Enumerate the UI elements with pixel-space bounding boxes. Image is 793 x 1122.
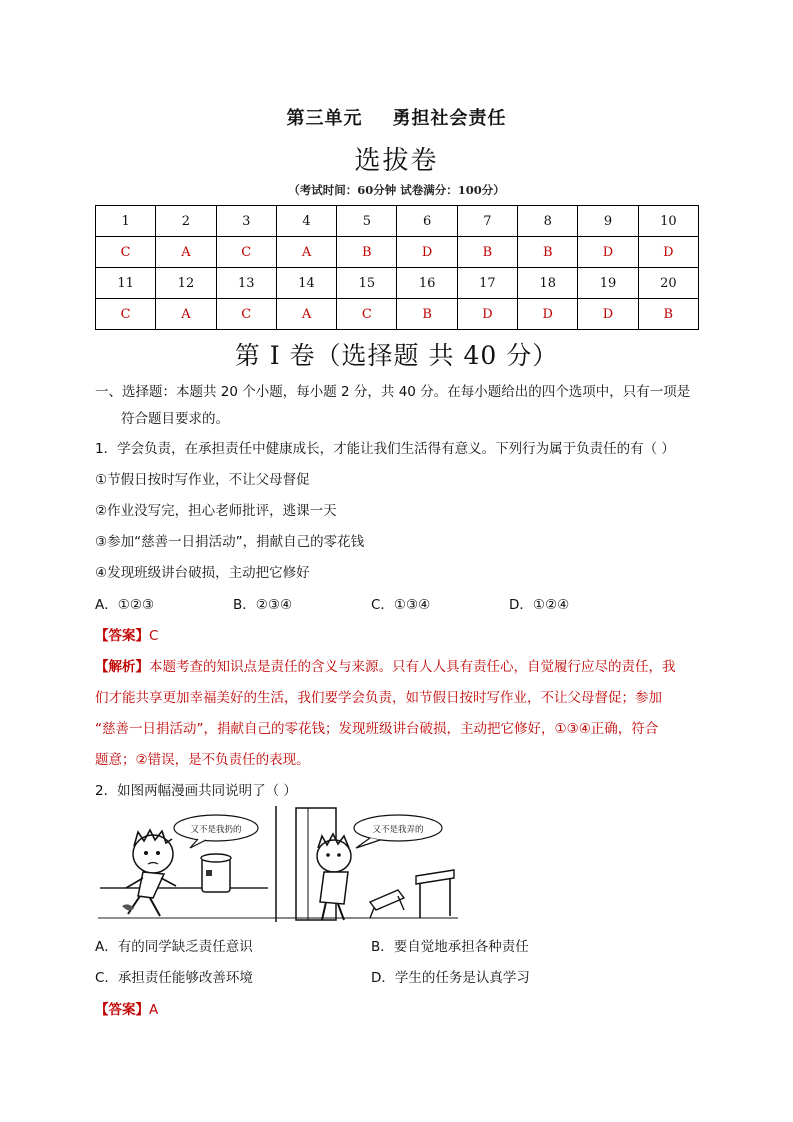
- question-1-item: ②作业没写完，担心老师批评，逃课一天: [95, 503, 337, 519]
- answer-number-cell: 8: [518, 206, 578, 237]
- answer-letter-cell: C: [96, 299, 156, 330]
- answer-letter-cell: D: [518, 299, 578, 330]
- answer-number-cell: 15: [337, 268, 397, 299]
- question-2-stem: 2．如图两幅漫画共同说明了（ ）: [95, 783, 297, 799]
- answer-number-cell: 17: [457, 268, 517, 299]
- answer-letter-cell: A: [156, 299, 216, 330]
- answer-number-cell: 3: [216, 206, 276, 237]
- answer-letter-cell: D: [638, 237, 698, 268]
- answer-number-cell: 1: [96, 206, 156, 237]
- answer-number-cell: 12: [156, 268, 216, 299]
- unit-label: 第三单元: [286, 108, 363, 129]
- answer-table-number-row: [96, 206, 699, 237]
- unit-title: [0, 104, 793, 130]
- question-1-option-a: A．①②③: [95, 597, 155, 613]
- question-1-answer: [95, 624, 158, 644]
- answer-letter-cell: D: [578, 299, 638, 330]
- exam-info: （考试时间：60分钟 试卷满分：100分）: [288, 183, 505, 197]
- answer-letter-cell: D: [578, 237, 638, 268]
- answer-letter-cell: B: [457, 237, 517, 268]
- cartoon-image: [98, 806, 458, 922]
- answer-letter-cell: C: [216, 299, 276, 330]
- answer-number-cell: 4: [276, 206, 336, 237]
- answer-number-cell: 19: [578, 268, 638, 299]
- answer-number-cell: 13: [216, 268, 276, 299]
- question-1-item: ④发现班级讲台破损，主动把它修好: [95, 565, 310, 581]
- question-1-option-d: D．①②④: [509, 597, 570, 613]
- question-2-option-d: D．学生的任务是认真学习: [371, 970, 530, 986]
- answer-letter-cell: D: [457, 299, 517, 330]
- question-1-option-c: C．①③④: [371, 597, 431, 613]
- answer-tag: 【答案】: [95, 628, 149, 644]
- answer-number-cell: 7: [457, 206, 517, 237]
- question-1-stem: 1．学会负责，在承担责任中健康成长，才能让我们生活得有意义。下列行为属于负责任的有（ ）: [95, 441, 675, 457]
- section-title: 第 I 卷（选择题 共 40 分）: [234, 341, 559, 370]
- paper-title: 选拔卷: [354, 146, 439, 176]
- answer-tag: 【答案】: [95, 1002, 149, 1018]
- answer-value: C: [149, 628, 159, 644]
- question-1-analysis-cont: 们才能共享更加幸福美好的生活，我们要学会负责，如节假日按时写作业，不让父母督促；参加: [95, 690, 662, 706]
- answer-letter-cell: B: [397, 299, 457, 330]
- answer-letter-cell: B: [337, 237, 397, 268]
- question-2-option-c: C．承担责任能够改善环境: [95, 970, 253, 986]
- cartoon-bubble-2: 又不是我弄的: [372, 825, 424, 835]
- cartoon-bubble-1: 又不是我扔的: [190, 825, 242, 835]
- answer-letter-cell: C: [337, 299, 397, 330]
- answer-table-answer-row: [96, 299, 699, 330]
- question-1-item: ③参加“慈善一日捐活动”，捐献自己的零花钱: [95, 534, 365, 550]
- section-instruction-cont: 符合题目要求的。: [121, 411, 229, 427]
- answer-letter-cell: A: [276, 299, 336, 330]
- question-1-option-b: B．②③④: [233, 597, 293, 613]
- analysis-text: 本题考查的知识点是责任的含义与来源。只有人人具有责任心，自觉履行应尽的责任，我: [149, 659, 676, 675]
- section-instruction: 一、选择题：本题共 20 个小题，每小题 2 分，共 40 分。在每小题给出的四个选项中，只有一项是: [95, 384, 691, 400]
- analysis-tag: 【解析】: [95, 659, 149, 675]
- question-2-option-a: A．有的同学缺乏责任意识: [95, 939, 253, 955]
- question-1-analysis: [95, 655, 676, 675]
- question-2-option-b: B．要自觉地承担各种责任: [371, 939, 529, 955]
- answer-number-cell: 2: [156, 206, 216, 237]
- answer-key-table: [95, 205, 699, 330]
- answer-number-cell: 18: [518, 268, 578, 299]
- answer-number-cell: 20: [638, 268, 698, 299]
- question-2-answer: [95, 998, 158, 1018]
- answer-value: A: [149, 1002, 159, 1018]
- answer-number-cell: 6: [397, 206, 457, 237]
- answer-number-cell: 9: [578, 206, 638, 237]
- answer-number-cell: 10: [638, 206, 698, 237]
- answer-number-cell: 14: [276, 268, 336, 299]
- answer-letter-cell: C: [216, 237, 276, 268]
- unit-topic: 勇担社会责任: [392, 108, 507, 129]
- answer-letter-cell: C: [96, 237, 156, 268]
- answer-letter-cell: A: [276, 237, 336, 268]
- question-1-analysis-cont: “慈善一日捐活动”，捐献自己的零花钱；发现班级讲台破损，主动把它修好，①③④正确，符合: [95, 721, 659, 737]
- answer-number-cell: 5: [337, 206, 397, 237]
- answer-table-answer-row: [96, 237, 699, 268]
- answer-letter-cell: A: [156, 237, 216, 268]
- answer-letter-cell: B: [638, 299, 698, 330]
- answer-letter-cell: D: [397, 237, 457, 268]
- answer-number-cell: 16: [397, 268, 457, 299]
- answer-letter-cell: B: [518, 237, 578, 268]
- question-1-analysis-cont: 题意；②错误，是不负责任的表现。: [95, 752, 310, 768]
- answer-table-number-row: [96, 268, 699, 299]
- answer-number-cell: 11: [96, 268, 156, 299]
- question-1-item: ①节假日按时写作业，不让父母督促: [95, 472, 310, 488]
